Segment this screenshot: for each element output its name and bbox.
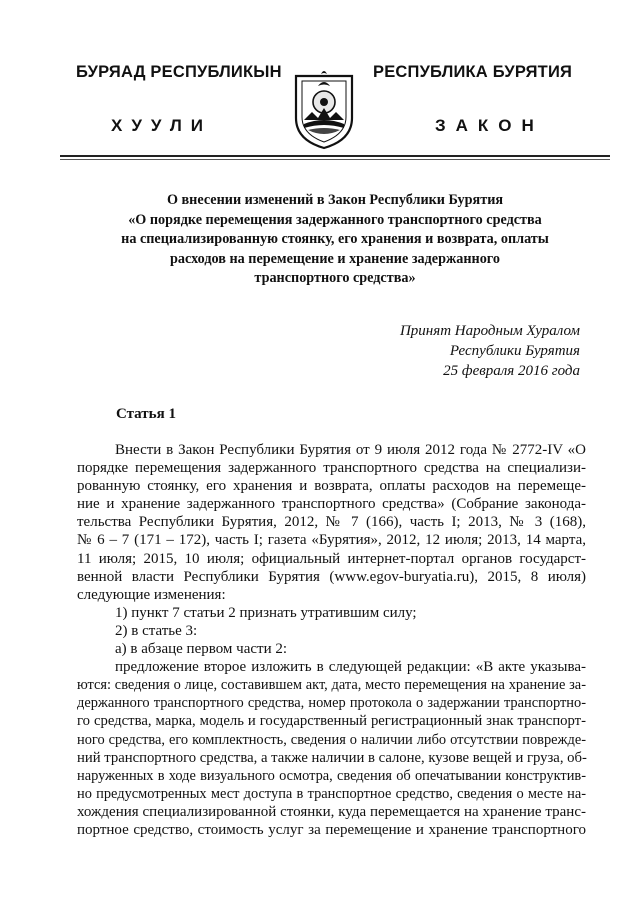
law-title-line: О внесении изменений в Закон Республики Бурятия — [166, 192, 504, 208]
body-line: ние и хранение задержанного транспортного средства» (Собрание законода- — [77, 496, 586, 513]
law-title-line: расходов на перемещение и хранение задержанного — [170, 250, 500, 267]
header-left-republic: БУРЯАД РЕСПУБЛИКЫН — [76, 63, 282, 81]
body-line: держанного транспортного средства, номер протокола о задержании транспортно- — [77, 695, 586, 712]
body-line: рованную стоянку, его хранения и возврата, оплаты расходов на перемеще- — [77, 478, 586, 495]
adoption-note — [400, 322, 580, 381]
body-line: но предусмотренных мест доступа в транспортное средство, сведения о месте на- — [77, 785, 586, 802]
body-line: венной власти Республики Бурятия (www.egov-buryatia.ru), 2015, 8 июля) — [77, 568, 586, 585]
header-right-republic: РЕСПУБЛИКА БУРЯТИЯ — [373, 63, 573, 81]
body-line: наруженных в ходе визуального осмотра, сведения об опечатывании конструктив- — [77, 767, 586, 784]
law-title-line: транспортного средства» — [254, 270, 416, 287]
body-line: 11 июля; 2015, 10 июля; официальный интернет-портал органов государст- — [77, 550, 586, 567]
body-line: следующие изменения: — [77, 586, 226, 603]
coat-of-arms-emblem — [292, 66, 356, 150]
law-title — [60, 191, 610, 289]
adoption-note-line: Республики Бурятия — [449, 342, 580, 359]
law-title-line: на специализированную стоянку, его хранения и возврата, оплаты — [121, 231, 549, 248]
body-line: предложение второе изложить в следующей редакции: «В акте указыва- — [115, 659, 586, 676]
body-line: портное средство, стоимость услуг за перемещение и хранение транспортного — [77, 821, 586, 838]
header-right-law: ЗАКОН — [435, 116, 544, 135]
body-line: 2) в статье 3: — [115, 622, 198, 639]
body-line: ются: сведения о лице, составившем акт, дата, место перемещения на хранение за- — [77, 677, 586, 694]
header-left-law: ХУУЛИ — [111, 116, 212, 135]
header-divider-thin — [60, 159, 610, 160]
body-line: порядке перемещения задержанного транспортного средства на специализи- — [77, 460, 586, 477]
body-line: № 6 – 7 (171 – 172), часть I; газета «Бурятия», 2012, 12 июля; 2013, 14 марта, — [77, 532, 586, 549]
adoption-note-line: Принят Народным Хуралом — [399, 323, 580, 339]
body-line: ний транспортного средства, а также наличии в салоне, кузове вещей и груза, об- — [77, 749, 587, 766]
law-title-line: «О порядке перемещения задержанного транспортного средства — [128, 211, 542, 228]
body-line: хождения специализированной стоянки, куда перемещается на хранение транс- — [77, 803, 586, 820]
adoption-note-line: 25 февраля 2016 года — [443, 362, 580, 379]
body-line: ного средства, его комплектность, сведения о наличии либо отсутствии поврежде- — [77, 731, 586, 748]
body-line: Внести в Закон Республики Бурятия от 9 июля 2012 года № 2772-IV «О — [115, 442, 586, 458]
body-line: го средства, марка, модель и государственный регистрационный знак транспорт- — [77, 713, 586, 730]
article-heading: Статья 1 — [116, 406, 176, 422]
article-body — [77, 441, 586, 839]
header-divider-thick — [60, 155, 610, 157]
body-line: а) в абзаце первом части 2: — [115, 641, 288, 658]
body-line: 1) пункт 7 статьи 2 признать утратившим силу; — [115, 604, 417, 621]
body-line: тельства Республики Бурятия, 2012, № 7 (166), часть I; 2013, № 3 (168), — [77, 514, 586, 531]
